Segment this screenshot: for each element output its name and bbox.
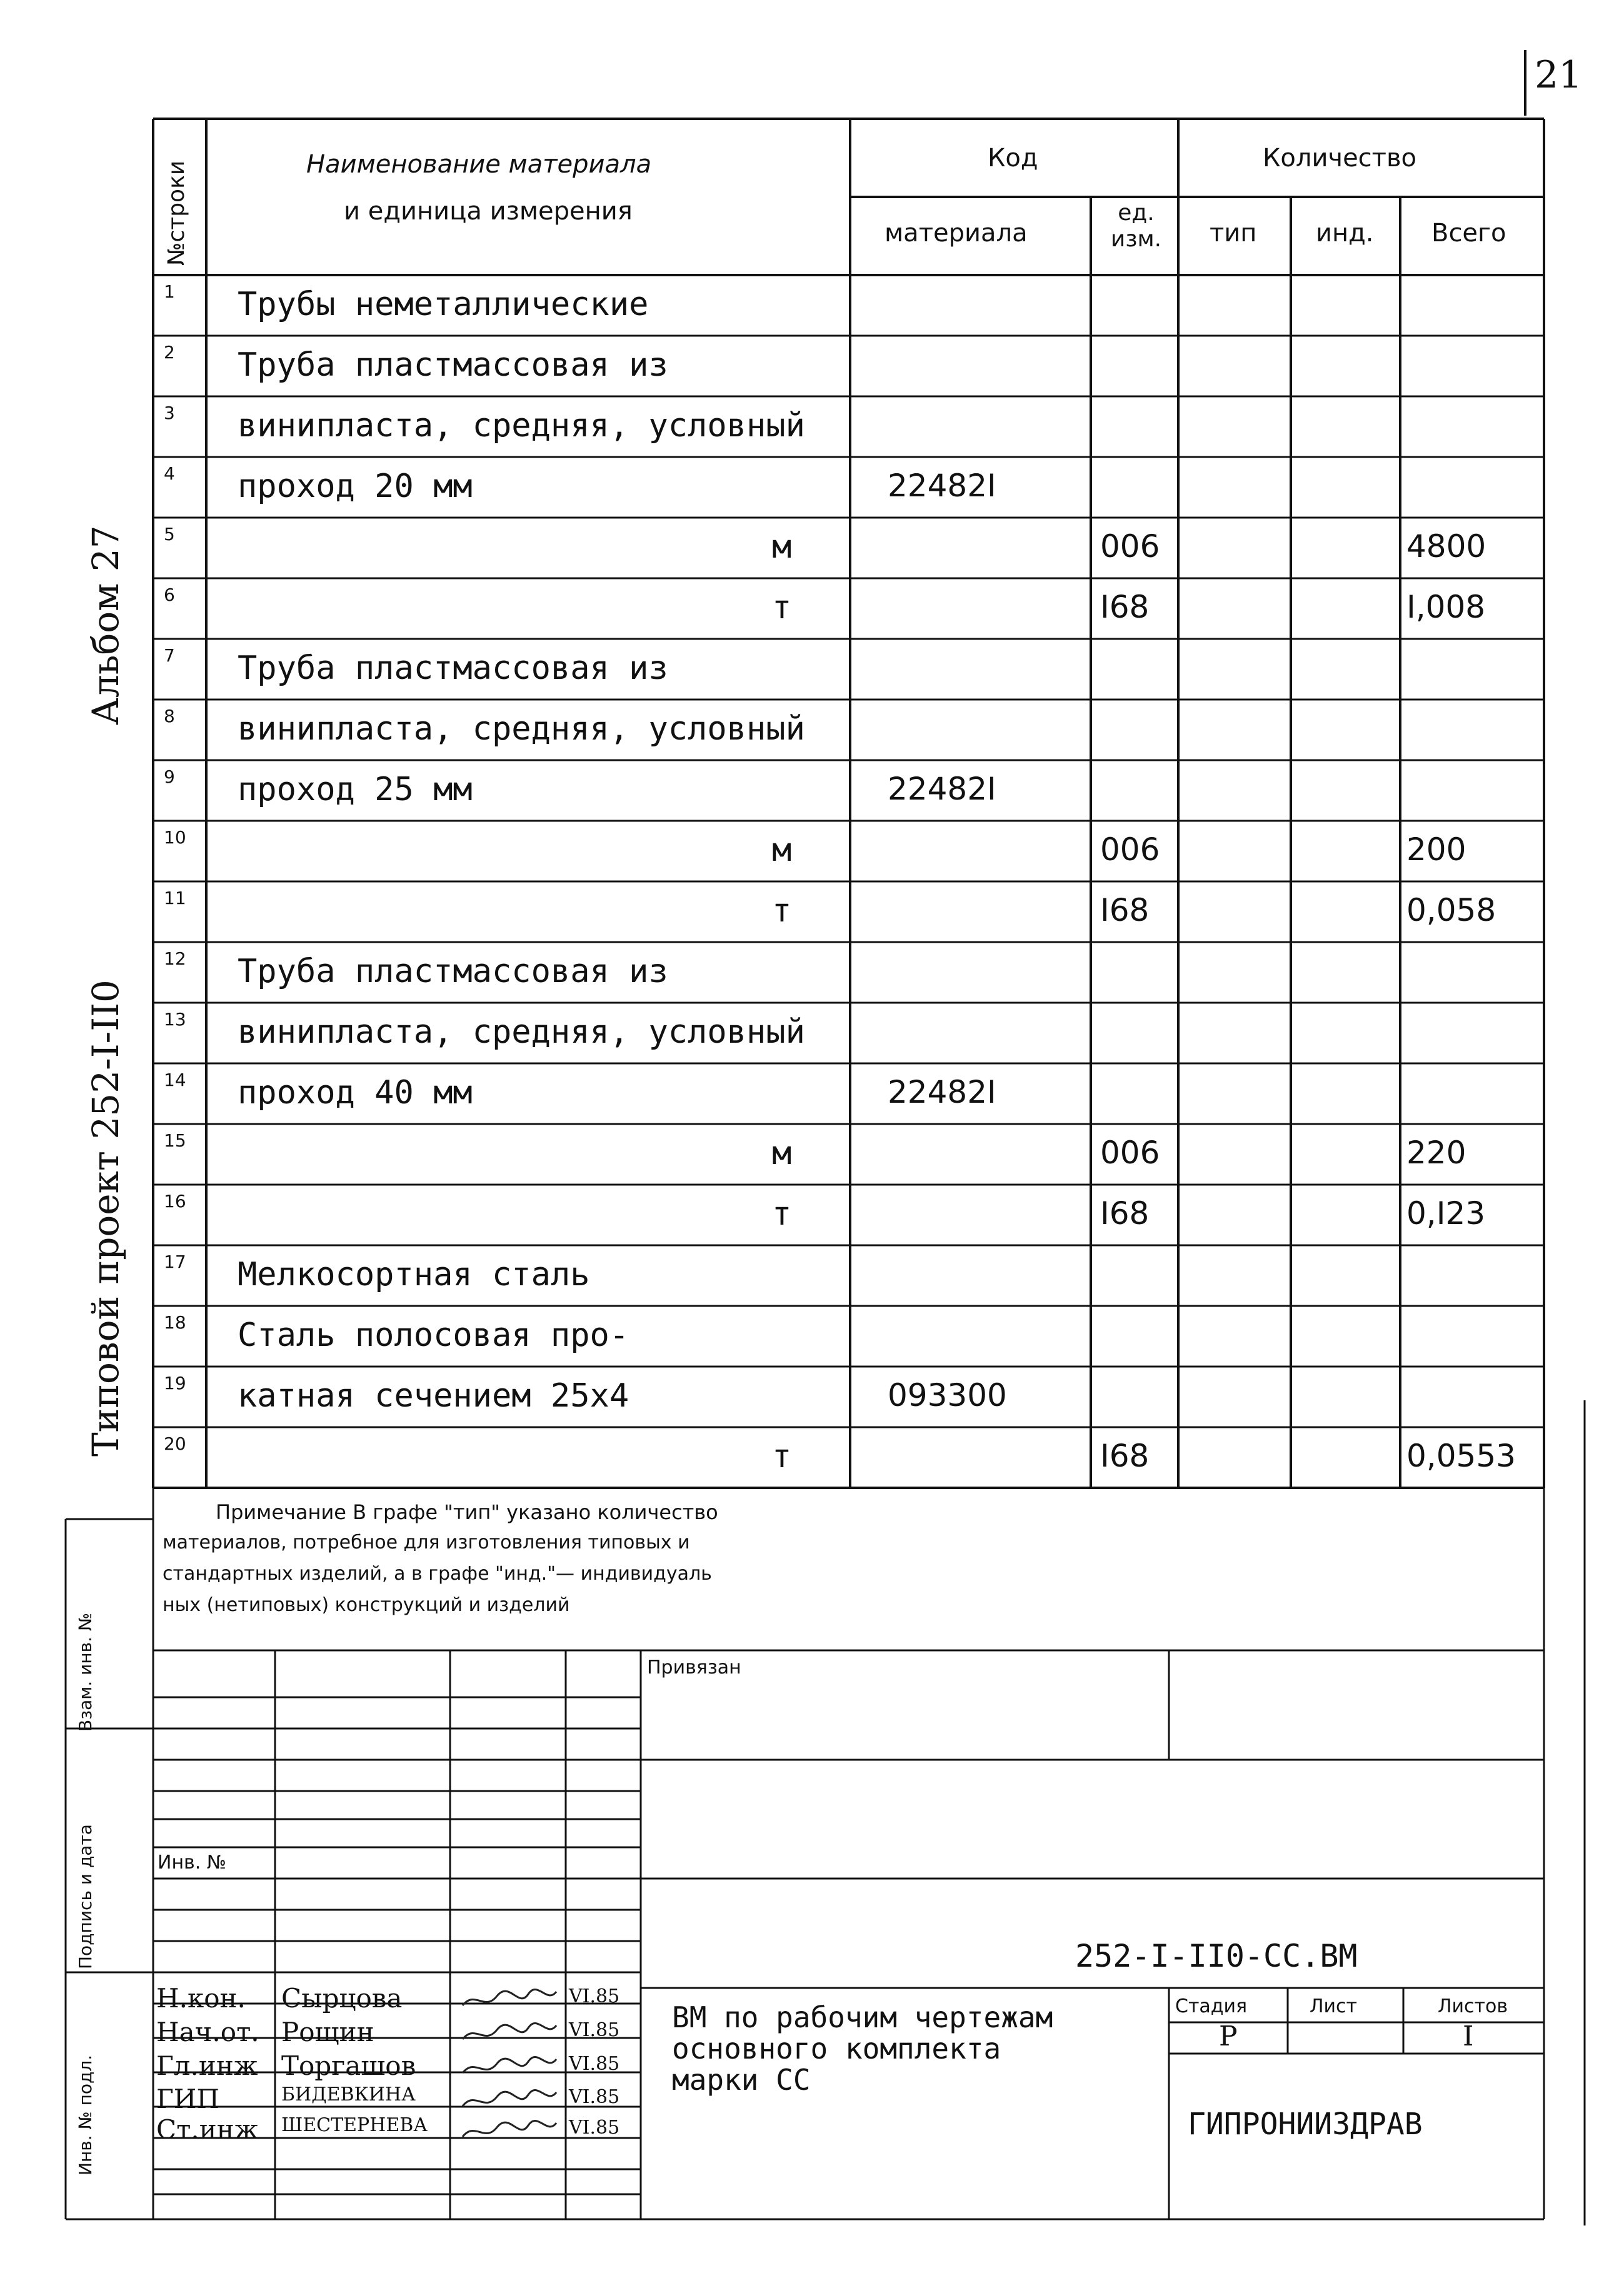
quantity-total: 4800 xyxy=(1406,528,1486,564)
header-row-no: №строки xyxy=(164,160,189,266)
header-q-ind: инд. xyxy=(1316,219,1374,248)
row-number: 7 xyxy=(164,645,175,666)
header-code: Код xyxy=(988,144,1038,173)
signer-name: Сырцова xyxy=(281,1983,403,2014)
signer-role: Нач.от. xyxy=(156,2017,259,2047)
signature-scribble-icon xyxy=(459,2118,559,2143)
material-name: Мелкосортная сталь xyxy=(238,1255,590,1293)
material-name: винипласта, средняя, условный xyxy=(238,406,805,444)
material-unit: т xyxy=(772,1195,792,1233)
material-unit: м xyxy=(772,1134,792,1172)
unit-code: I68 xyxy=(1100,1437,1150,1474)
stamp-label-vzam: Взам. инв. № xyxy=(75,1612,96,1732)
unit-code: I68 xyxy=(1100,891,1150,928)
row-number: 19 xyxy=(164,1373,186,1393)
row-number: 12 xyxy=(164,948,186,969)
privyazan-label: Привязан xyxy=(647,1657,741,1678)
page-number: 21 xyxy=(1535,53,1583,97)
header-q-type: тип xyxy=(1210,219,1257,248)
row-number: 3 xyxy=(164,403,175,423)
note-line-2: материалов, потребное для изготовления типовых и xyxy=(163,1532,690,1553)
material-name: Труба пластмассовая из xyxy=(238,952,668,990)
header-name-line1: Наименование материала xyxy=(306,150,652,179)
signer-name: БИДЕВКИНА xyxy=(281,2084,416,2105)
signature-scribble-icon xyxy=(459,2087,559,2112)
material-unit: м xyxy=(772,528,792,566)
row-number: 1 xyxy=(164,281,175,302)
title-line-1: ВМ по рабочим чертежам xyxy=(672,2000,1053,2034)
document-code: 252-I-II0-СС.ВМ xyxy=(1075,1938,1358,1974)
project-label: Типовой проект 252-I-II0 xyxy=(84,980,127,1457)
stamp-label-podpis: Подпись и дата xyxy=(75,1824,96,1969)
row-number: 10 xyxy=(164,827,186,848)
material-unit: м xyxy=(772,831,792,869)
material-name: проход 25 мм xyxy=(238,770,473,808)
signer-name: ШЕСТЕРНЕВА xyxy=(281,2114,428,2136)
stamp-label-inv-podl: Инв. № подл. xyxy=(75,2054,96,2175)
row-number: 9 xyxy=(164,766,175,787)
signer-role: Н.кон. xyxy=(156,1983,246,2014)
material-name: Сталь полосовая про- xyxy=(238,1316,629,1354)
signature-scribble-icon xyxy=(459,2054,559,2079)
title-line-2: основного комплекта xyxy=(672,2032,1001,2065)
material-name: катная сечением 25х4 xyxy=(238,1377,629,1415)
stage-label: Стадия xyxy=(1175,1995,1248,2017)
row-number: 13 xyxy=(164,1009,186,1030)
note-line-3: стандартных изделий, а в графе "инд."— индивидуаль xyxy=(163,1563,712,1585)
signature-scribble-icon xyxy=(459,1987,559,2012)
quantity-total: 220 xyxy=(1406,1134,1466,1171)
sheets-label: Листов xyxy=(1438,1995,1508,2017)
unit-code: I68 xyxy=(1100,1195,1150,1232)
header-code-material: материала xyxy=(885,219,1028,248)
quantity-total: 0,058 xyxy=(1406,891,1496,928)
signer-role: Ст.инж xyxy=(156,2114,259,2145)
header-name-line2: и единица измерения xyxy=(344,197,633,226)
material-code: 22482I xyxy=(888,1073,996,1110)
stage-value: Р xyxy=(1219,2020,1238,2052)
quantity-total: 0,0553 xyxy=(1406,1437,1516,1474)
signer-name: Рощин xyxy=(281,2017,374,2047)
material-name: проход 40 мм xyxy=(238,1073,473,1111)
note-line-4: ных (нетиповых) конструкций и изделий xyxy=(163,1594,570,1616)
signer-name: Торгашов xyxy=(281,2050,416,2081)
material-unit: т xyxy=(772,891,792,930)
signer-date: VI.85 xyxy=(569,2053,620,2075)
material-code: 22482I xyxy=(888,770,996,807)
material-name: Труба пластмассовая из xyxy=(238,649,668,687)
material-name: винипласта, средняя, условный xyxy=(238,710,805,748)
organization: ГИПРОНИИЗДРАВ xyxy=(1188,2107,1423,2142)
row-number: 15 xyxy=(164,1130,186,1151)
row-number: 11 xyxy=(164,888,186,908)
sheet-label: Лист xyxy=(1310,1995,1358,2017)
material-unit: т xyxy=(772,588,792,626)
inv-no-label: Инв. № xyxy=(158,1852,227,1874)
album-label: Альбом 27 xyxy=(84,525,127,725)
unit-code: 006 xyxy=(1100,1134,1160,1171)
title-line-3: марки СС xyxy=(672,2063,811,2097)
sheets-value: I xyxy=(1463,2020,1474,2052)
row-number: 20 xyxy=(164,1433,186,1454)
signer-role: Гл.инж xyxy=(156,2050,258,2081)
note-line-1: Примечание В графе "тип" указано количество xyxy=(216,1500,718,1524)
row-number: 5 xyxy=(164,524,175,544)
signature-scribble-icon xyxy=(459,2020,559,2045)
row-number: 6 xyxy=(164,585,175,605)
signer-date: VI.85 xyxy=(569,2117,620,2139)
signer-date: VI.85 xyxy=(569,2086,620,2108)
unit-code: 006 xyxy=(1100,831,1160,868)
quantity-total: 0,I23 xyxy=(1406,1195,1486,1232)
row-number: 18 xyxy=(164,1312,186,1333)
header-q-total: Всего xyxy=(1431,219,1506,248)
header-quantity: Количество xyxy=(1263,144,1417,173)
row-number: 8 xyxy=(164,706,175,726)
row-number: 16 xyxy=(164,1191,186,1212)
row-number: 4 xyxy=(164,463,175,484)
row-number: 14 xyxy=(164,1070,186,1090)
material-name: Труба пластмассовая из xyxy=(238,346,668,384)
material-name: Трубы неметаллические xyxy=(238,285,649,323)
row-number: 17 xyxy=(164,1252,186,1272)
material-unit: т xyxy=(772,1437,792,1475)
quantity-total: I,008 xyxy=(1406,588,1486,625)
row-number: 2 xyxy=(164,342,175,363)
header-code-unit: ед. изм. xyxy=(1110,200,1162,252)
unit-code: 006 xyxy=(1100,528,1160,564)
material-name: винипласта, средняя, условный xyxy=(238,1013,805,1051)
signer-date: VI.85 xyxy=(569,2019,620,2041)
material-code: 093300 xyxy=(888,1377,1007,1413)
material-name: проход 20 мм xyxy=(238,467,473,505)
unit-code: I68 xyxy=(1100,588,1150,625)
material-code: 22482I xyxy=(888,467,996,504)
signer-role: ГИП xyxy=(156,2084,220,2114)
quantity-total: 200 xyxy=(1406,831,1466,868)
signer-date: VI.85 xyxy=(569,1985,620,2007)
